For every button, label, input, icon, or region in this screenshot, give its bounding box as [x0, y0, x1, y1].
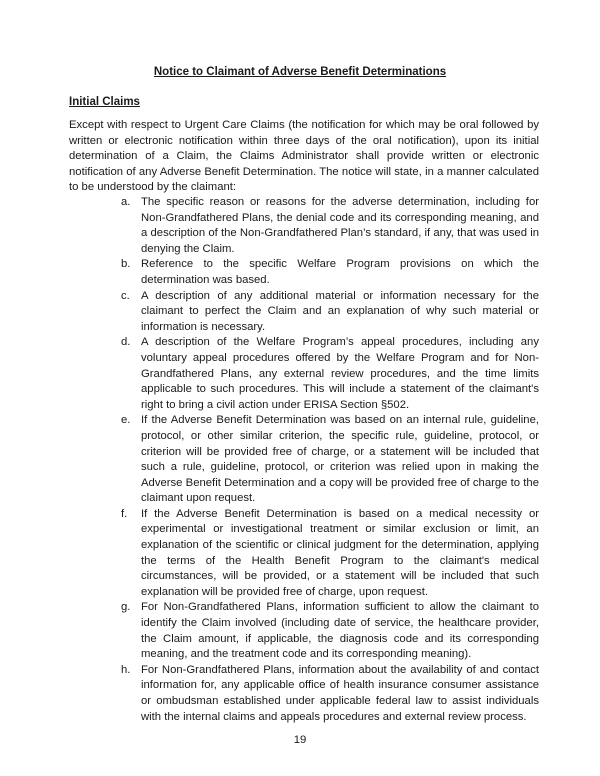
list-item-c [121, 289, 539, 336]
list-item-text: A description of the Welfare Program’s appeal procedures, including any voluntary appeal procedures offered by the Welfare Program and for Non-Grandfathered Plans, any external review procedures, and the time limits applicable to such procedures. This will include a statement of the claimant's right to bring a civil action under ERISA Section §502. [141, 336, 539, 411]
list-item-letter: b. [121, 258, 131, 271]
document-title: Notice to Claimant of Adverse Benefit Determinations [153, 66, 447, 78]
list-item-a [121, 195, 539, 257]
list-item-text: A description of any additional material or information necessary for the claimant to perfect the Claim and an explanation of why such material or information is necessary. [141, 289, 539, 333]
list-item-b [121, 257, 539, 288]
list-item-text: For Non-Grandfathered Plans, information about the availability of and contact information for, any applicable office of health insurance consumer assistance or ombudsman established under applicable federal law to assist individuals with the internal claims and appeals procedures and external review process. [141, 663, 539, 723]
intro-paragraph: Except with respect to Urgent Care Claims (the notification for which may be oral followed by written or electronic notification within three days of the oral notification), upon its initial determination of a Claim, the Claims Administrator shall provide written or electronic notification of any Adverse Benefit Determination. The notice will state, in a manner calculated to be understood by the claimant: [69, 119, 539, 194]
list-item-letter: e. [121, 414, 131, 427]
list-item-d [121, 335, 539, 413]
list-item-letter: g. [121, 601, 131, 614]
list-item-text: For Non-Grandfathered Plans, information sufficient to allow the claimant to identify the Claim involved (including date of service, the healthcare provider, the Claim amount, if applicable, the diagnosis code and its corresponding meaning, and the treatment code and its corresponding meaning). [141, 601, 539, 661]
list-item-g [121, 600, 539, 662]
list-item-letter: a. [121, 196, 131, 208]
list-item-e [121, 413, 539, 507]
list-item-h [121, 663, 539, 725]
section-heading-initial-claims: Initial Claims [69, 96, 140, 108]
list-item-text: If the Adverse Benefit Determination was based on an internal rule, guideline, protocol, or other similar criterion, the specific rule, guideline, protocol, or criterion will be provided free of charge, or a statement will be included that such a rule, guideline, protocol, or criterion was relied upon in making the Adverse Benefit Determination and a copy will be provided free of charge to the claimant upon request. [141, 414, 539, 505]
list-item-letter: d. [121, 336, 131, 349]
list-item-letter: c. [121, 289, 130, 302]
list-item-f [121, 507, 539, 601]
list-item-letter: h. [121, 663, 131, 676]
requirements-list [121, 195, 539, 725]
page-number: 19 [293, 734, 307, 746]
list-item-text: Reference to the specific Welfare Program provisions on which the determination was based. [141, 258, 539, 286]
list-item-text: If the Adverse Benefit Determination is based on a medical necessity or experimental or investigational treatment or similar exclusion or limit, an explanation of the scientific or clinical judgment for the determination, applying the terms of the Health Benefit Program to the claimant's medical circumstances, will be provided, or a statement will be included that such explanation will be provided free of charge, upon request. [141, 507, 539, 598]
list-item-text: The specific reason or reasons for the adverse determination, including for Non-Grandfathered Plans, the denial code and its corresponding meaning, and a description of the Non-Grandfathered Plan’s standard, if any, that was used in denying the Claim. [141, 196, 539, 255]
list-item-letter: f. [121, 507, 128, 520]
